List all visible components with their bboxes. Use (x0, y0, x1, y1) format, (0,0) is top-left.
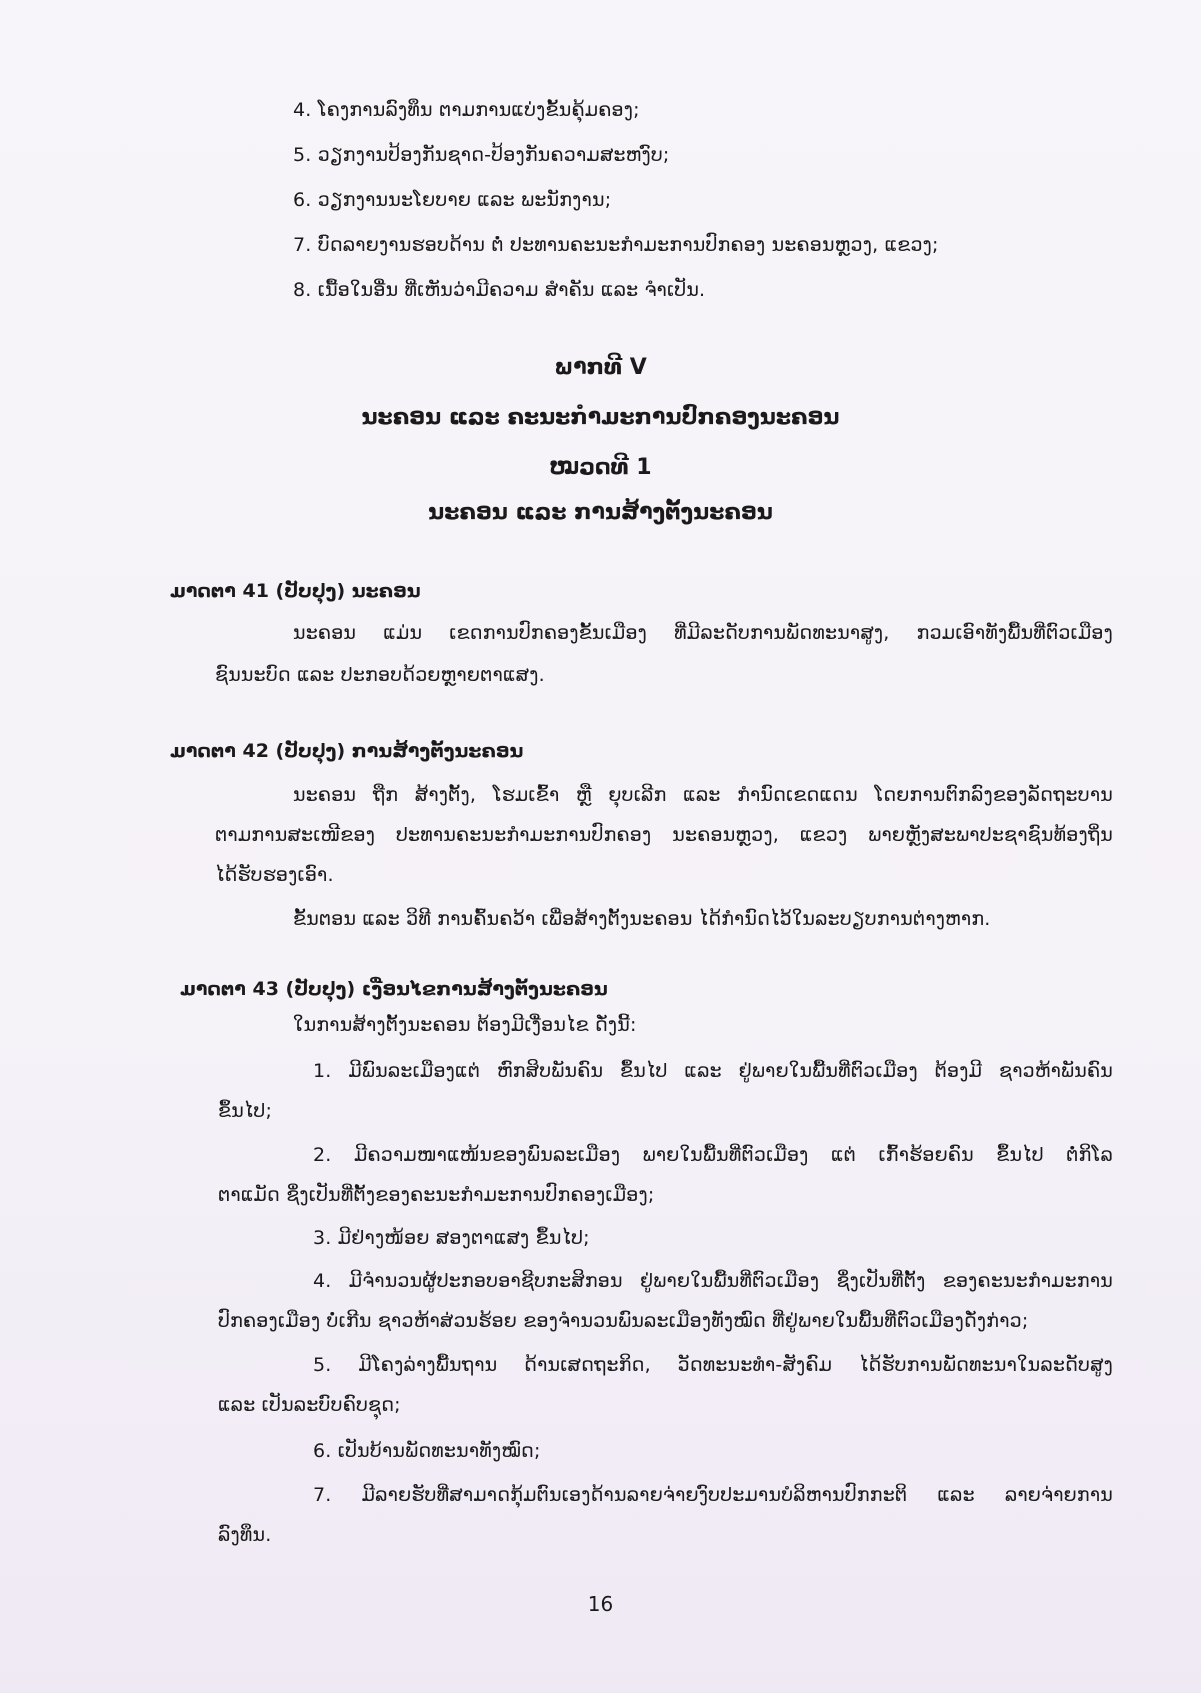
condition-7-line-1: 7. ມີລາຍຮັບທີ່ສາມາດກຸ້ມຕົນເອງດ້ານລາຍຈ່າຍງົບປະມານບໍລິຫານປົກກະຕິ ແລະ ລາຍຈ່າຍການ (313, 1484, 1113, 1506)
article-41-text-line-2: ຊົນນະບົດ ແລະ ປະກອບດ້ວຍຫຼາຍຕາແສງ. (215, 664, 545, 686)
article-42-text-line-4: ຂັ້ນຕອນ ແລະ ວິທີ ການຄົ້ນຄວ້າ ເພື່ອສ້າງຕັ້ງນະຄອນ ໄດ້ກຳນົດໄວ້ໃນລະບຽບການຕ່າງຫາກ. (293, 908, 991, 930)
article-41-title: ມາດຕາ 41 (ປັບປຸງ) ນະຄອນ (170, 580, 421, 602)
chapter-title: ນະຄອນ ແລະ ການສ້າງຕັ້ງນະຄອນ (428, 500, 773, 525)
chapter-number: ໝວດທີ 1 (549, 455, 652, 480)
part-title: ນະຄອນ ແລະ ຄະນະກຳມະການປົກຄອງນະຄອນ (361, 405, 840, 430)
condition-3: 3. ມີຢ່າງໜ້ອຍ ສອງຕາແສງ ຂຶ້ນໄປ; (313, 1227, 590, 1249)
list-item-7: 7. ບົດລາຍງານຮອບດ້ານ ຕໍ່ ປະທານຄະນະກຳມະການປົກຄອງ ນະຄອນຫຼວງ, ແຂວງ; (293, 234, 939, 256)
article-43-title: ມາດຕາ 43 (ປັບປຸງ) ເງື່ອນໄຂການສ້າງຕັ້ງນະຄອນ (180, 978, 608, 1000)
article-42-title: ມາດຕາ 42 (ປັບປຸງ) ການສ້າງຕັ້ງນະຄອນ (170, 740, 524, 762)
condition-5-line-2: ແລະ ເປັນລະບົບຄົບຊຸດ; (218, 1394, 401, 1416)
article-42-text-line-1: ນະຄອນ ຖືກ ສ້າງຕັ້ງ, ໂຮມເຂົ້າ ຫຼື ຍຸບເລີກ ແລະ ກຳນົດເຂດແດນ ໂດຍການຕົກລົງຂອງລັດຖະບານ (293, 784, 1113, 806)
article-41-text-line-1: ນະຄອນ ແມ່ນ ເຂດການປົກຄອງຂັ້ນເມືອງ ທີ່ມີລະດັບການພັດທະນາສູງ, ກວມເອົາທັງພື້ນທີ່ຕົວເມືອງ (293, 622, 1113, 644)
condition-1-line-1: 1. ມີພົນລະເມືອງແຕ່ ຫົກສິບພັນຄົນ ຂຶ້ນໄປ ແລະ ຢູ່ພາຍໃນພື້ນທີ່ຕົວເມືອງ ຕ້ອງມີ ຊາວຫ້າພັນຄົນ (313, 1060, 1113, 1082)
condition-4-line-2: ປົກຄອງເມືອງ ບໍ່ເກີນ ຊາວຫ້າສ່ວນຮ້ອຍ ຂອງຈຳນວນພົນລະເມືອງທັງໝົດ ທີ່ຢູ່ພາຍໃນພື້ນທີ່ຕົວເມືອງດັ່ງກ່າວ; (218, 1310, 1029, 1332)
condition-2-line-2: ຕາແມັດ ຊຶ່ງເປັນທີ່ຕັ້ງຂອງຄະນະກຳມະການປົກຄອງເມືອງ; (218, 1184, 655, 1206)
condition-7-line-2: ລົງທຶນ. (218, 1524, 272, 1546)
part-number: ພາກທີ V (554, 355, 647, 380)
article-43-intro: ໃນການສ້າງຕັ້ງນະຄອນ ຕ້ອງມີເງື່ອນໄຂ ດັ່ງນີ້: (293, 1014, 637, 1036)
article-42-text-line-3: ໄດ້ຮັບຮອງເອົາ. (215, 864, 334, 886)
condition-5-line-1: 5. ມີໂຄງລ່າງພື້ນຖານ ດ້ານເສດຖະກິດ, ວັດທະນະທຳ-ສັງຄົມ ໄດ້ຮັບການພັດທະນາໃນລະດັບສູງ (313, 1354, 1113, 1376)
condition-6: 6. ເປັນບ້ານພັດທະນາທັງໝົດ; (313, 1440, 541, 1462)
list-item-4: 4. ໂຄງການລົງທຶນ ຕາມການແບ່ງຂັ້ນຄຸ້ມຄອງ; (293, 99, 640, 121)
article-42-text-line-2: ຕາມການສະເໜີຂອງ ປະທານຄະນະກຳມະການປົກຄອງ ນະຄອນຫຼວງ, ແຂວງ ພາຍຫຼັງສະພາປະຊາຊົນທ້ອງຖິ່ນ (215, 824, 1113, 846)
condition-2-line-1: 2. ມີຄວາມໜາແໜ້ນຂອງພົນລະເມືອງ ພາຍໃນພື້ນທີ່ຕົວເມືອງ ແຕ່ ເກົ້າຮ້ອຍຄົນ ຂຶ້ນໄປ ຕໍ່ກິໂລ (313, 1144, 1113, 1166)
condition-4-line-1: 4. ມີຈຳນວນຜູ້ປະກອບອາຊີບກະສິກອນ ຢູ່ພາຍໃນພື້ນທີ່ຕົວເມືອງ ຊຶ່ງເປັນທີ່ຕັ້ງ ຂອງຄະນະກຳມະການ (313, 1270, 1113, 1292)
page-number: 16 (587, 1592, 614, 1616)
list-item-6: 6. ວຽກງານນະໂຍບາຍ ແລະ ພະນັກງານ; (293, 189, 612, 211)
list-item-5: 5. ວຽກງານປ້ອງກັນຊາດ-ປ້ອງກັນຄວາມສະຫງົບ; (293, 144, 670, 166)
list-item-8: 8. ເນື້ອໃນອື່ນ ທີ່ເຫັນວ່າມີຄວາມ ສຳຄັນ ແລະ ຈຳເປັນ. (293, 279, 706, 301)
condition-1-line-2: ຂຶ້ນໄປ; (218, 1100, 273, 1122)
